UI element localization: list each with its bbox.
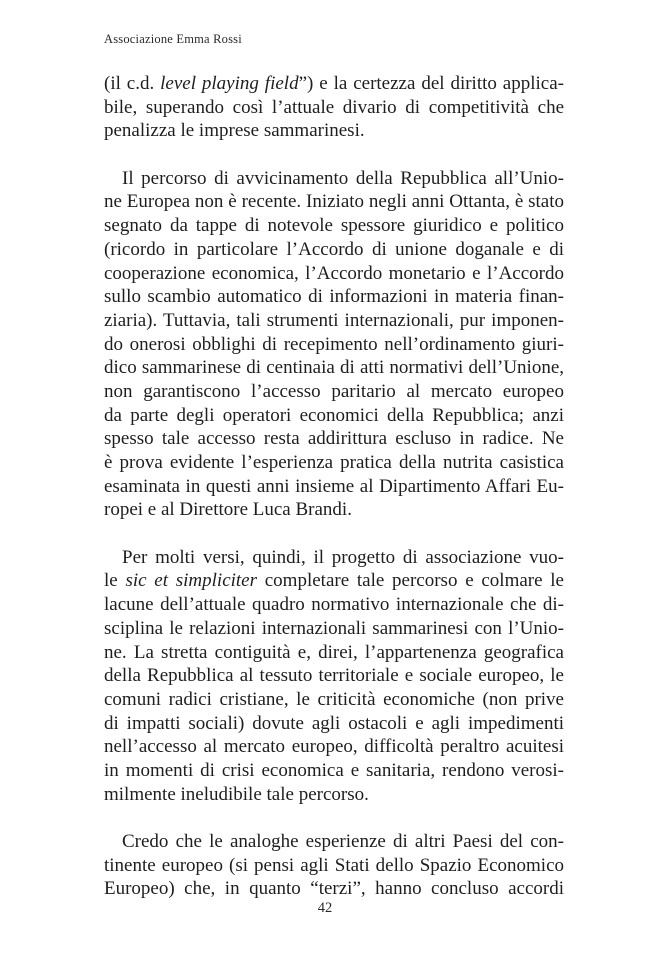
text-line	[104, 830, 564, 854]
text-line	[104, 475, 564, 499]
text-run: Credo che le analoghe esperienze di altri Paesi del con-	[122, 831, 564, 852]
text-run: ziaria). Tuttavia, tali strumenti internazionali, pur imponen-	[104, 309, 564, 331]
text-line	[104, 617, 564, 641]
page-number: 42	[317, 900, 333, 916]
text-line	[104, 451, 564, 475]
text-line	[104, 854, 564, 878]
body-text	[104, 72, 564, 901]
text-line	[104, 333, 564, 357]
text-run: nell’accesso al mercato europeo, difficoltà peraltro acuitesi	[104, 736, 564, 758]
text-run: le	[104, 570, 126, 592]
paragraph	[104, 72, 564, 143]
text-run: sciplina le relazioni internazionali sammarinesi con l’Unio-	[104, 617, 564, 639]
text-run: bile, superando così l’attuale divario di competitività che	[104, 96, 564, 118]
text-run: sullo scambio automatico di informazioni in materia finan-	[104, 286, 564, 308]
text-run: milmente ineludibile tale percorso.	[104, 783, 369, 805]
text-line	[104, 569, 564, 593]
text-run: ne Europea non è recente. Iniziato negli anni Ottanta, è stato	[104, 191, 564, 213]
text-run: Europeo) che, in quanto “terzi”, hanno concluso accordi	[104, 878, 564, 900]
text-run: Per molti versi, quindi, il progetto di associazione vuo-	[122, 546, 564, 568]
text-run: comuni radici cristiane, le criticità economiche (non prive	[104, 688, 564, 710]
italic-text: sic et simpliciter	[125, 570, 258, 592]
text-line	[104, 119, 564, 143]
text-line	[104, 641, 564, 665]
text-line	[104, 262, 564, 286]
text-line	[104, 285, 564, 309]
text-line	[104, 688, 564, 712]
text-line	[104, 593, 564, 617]
text-run: in momenti di crisi economica e sanitaria, rendono verosi-	[104, 759, 564, 781]
text-run: completare tale percorso e colmare le	[257, 570, 564, 592]
text-run: cooperazione economica, l’Accordo monetario e l’Accordo	[104, 262, 564, 284]
text-line	[104, 546, 564, 570]
text-run: non garantiscono l’accesso paritario al mercato europeo	[104, 380, 564, 402]
text-run: segnato da tappe di notevole spessore giuridico e politico	[104, 215, 564, 237]
text-run: da parte degli operatori economici della Repubblica; anzi	[104, 404, 564, 426]
text-line	[104, 214, 564, 238]
text-run: ropei e al Direttore Luca Brandi.	[104, 499, 352, 521]
text-line	[104, 190, 564, 214]
text-run: do onerosi obblighi di recepimento nell’ordinamento giuri-	[104, 333, 564, 355]
text-run: ”) e la certezza del diritto applica-	[298, 73, 564, 94]
running-head: Associazione Emma Rossi	[104, 32, 242, 46]
text-line	[104, 759, 564, 783]
text-line	[104, 712, 564, 736]
text-run: esaminata in questi anni insieme al Dipartimento Affari Eu-	[104, 475, 564, 497]
text-line	[104, 664, 564, 688]
text-line	[104, 96, 564, 120]
text-line	[104, 783, 564, 807]
text-line	[104, 309, 564, 333]
text-line	[104, 498, 564, 522]
text-line	[104, 167, 564, 191]
text-run: (ricordo in particolare l’Accordo di unione doganale e di	[104, 238, 564, 260]
text-run: penalizza le imprese sammarinesi.	[104, 120, 365, 142]
text-run: tinente europeo (si pensi agli Stati dello Spazio Economico	[104, 854, 564, 876]
italic-text: level playing field	[160, 73, 299, 94]
paragraph	[104, 830, 564, 901]
text-line	[104, 380, 564, 404]
text-run: (il c.d.	[104, 73, 161, 94]
text-run: di impatti sociali) dovute agli ostacoli e agli impedimenti	[104, 712, 564, 734]
paragraph	[104, 167, 564, 522]
text-run: ne. La stretta contiguità e, direi, l’appartenenza geografica	[104, 641, 564, 663]
text-run: dico sammarinese di centinaia di atti normativi dell’Unione,	[104, 357, 564, 379]
text-run: è prova evidente l’esperienza pratica della nutrita casistica	[104, 452, 564, 473]
text-line	[104, 72, 564, 96]
text-run: spesso tale accesso resta addirittura escluso in radice. Ne	[104, 428, 564, 450]
text-line	[104, 877, 564, 901]
text-line	[104, 238, 564, 262]
text-run: Il percorso di avvicinamento della Repubblica all’Unio-	[122, 167, 564, 189]
text-line	[104, 427, 564, 451]
text-line	[104, 356, 564, 380]
text-line	[104, 404, 564, 428]
paragraph	[104, 546, 564, 807]
text-line	[104, 735, 564, 759]
text-run: della Repubblica al tessuto territoriale e sociale europeo, le	[104, 665, 564, 687]
text-run: lacune dell’attuale quadro normativo internazionale che di-	[104, 594, 564, 616]
